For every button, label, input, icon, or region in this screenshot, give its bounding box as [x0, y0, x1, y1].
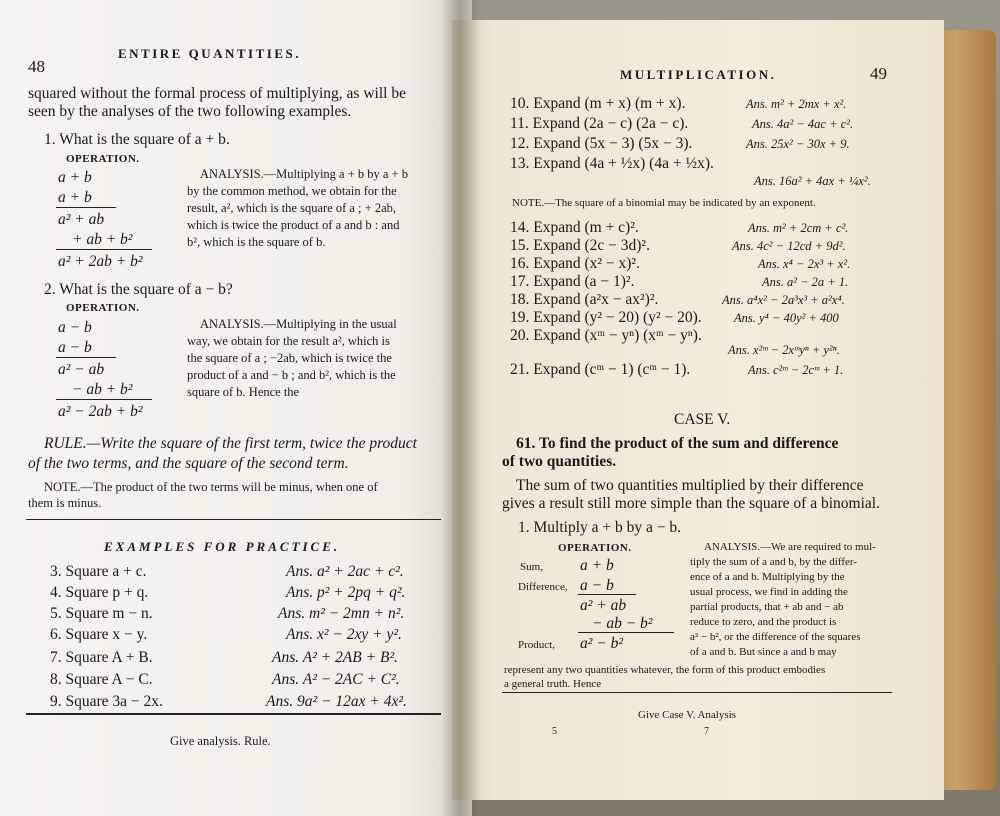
analysis2-line-2: way, we obtain for the result a², which is: [187, 334, 390, 348]
expand-a-21: Ans. c²ᵐ − 2cᵐ + 1.: [748, 363, 844, 377]
analysis2-line-1: ANALYSIS.—Multiplying in the usual: [200, 317, 397, 331]
example-1-question: 1. What is the square of a + b.: [44, 131, 230, 148]
rule-line-2: of the two terms, and the square of the second term.: [28, 455, 349, 472]
intro-right-line-2: gives a result still more simple than the square of a binomial.: [502, 495, 880, 512]
op1-rule-1: [56, 207, 116, 208]
analysis-right-line-5: partial products, that + ab and − ab: [690, 601, 844, 613]
examples-heading: EXAMPLES FOR PRACTICE.: [104, 539, 341, 554]
practice-q-8: 8. Square A − C.: [50, 671, 153, 688]
expand-q-13: 13. Expand (4a + ½x) (4a + ½x).: [510, 155, 714, 172]
running-head-left: ENTIRE QUANTITIES.: [118, 46, 301, 61]
op1-line-4: + ab + b²: [72, 231, 133, 248]
expand-q-12: 12. Expand (5x − 3) (5x − 3).: [510, 135, 693, 152]
op-label-product: Product,: [518, 639, 555, 651]
operation-label-1: OPERATION.: [66, 153, 140, 165]
right-page: [452, 20, 944, 800]
expand-q-16: 16. Expand (x² − x)².: [510, 255, 640, 272]
practice-a-9: Ans. 9a² − 12ax + 4x².: [266, 693, 407, 710]
analysis2-line-5: square of b. Hence the: [187, 385, 300, 399]
practice-q-6: 6. Square x − y.: [50, 626, 148, 643]
closing-line-2: a general truth. Hence: [504, 678, 602, 690]
op-right-line-2: a − b: [580, 577, 614, 594]
practice-a-5: Ans. m² − 2mn + n².: [278, 605, 405, 622]
practice-a-4: Ans. p² + 2pq + q².: [286, 584, 406, 601]
practice-q-9: 9. Square 3a − 2x.: [50, 693, 163, 710]
note-line-2: them is minus.: [28, 496, 102, 510]
practice-a-6: Ans. x² − 2xy + y².: [286, 626, 402, 643]
page-number-right: 49: [870, 64, 887, 83]
analysis1-line-4: which is twice the product of a and b : and: [187, 218, 400, 232]
left-page: [0, 0, 472, 816]
expand-q-14: 14. Expand (m + c)².: [510, 219, 639, 236]
footer-right: Give Case V. Analysis: [638, 709, 736, 721]
expand-a-20: Ans. x²ᵐ − 2xᵐyⁿ + y²ⁿ.: [728, 343, 840, 357]
op2-rule-2: [56, 399, 152, 400]
example-right-question: 1. Multiply a + b by a − b.: [518, 519, 681, 536]
op1-line-3: a² + ab: [58, 211, 105, 228]
intro-right-line-1: The sum of two quantities multiplied by their difference: [516, 477, 864, 494]
op2-line-5: a² − 2ab + b²: [58, 403, 143, 420]
analysis1-line-5: b², which is the square of b.: [187, 235, 326, 249]
expand-a-16: Ans. x⁴ − 2x³ + x².: [758, 257, 851, 271]
op2-line-2: a − b: [58, 339, 92, 356]
op1-rule-2: [56, 249, 152, 250]
op-right-rule-1: [578, 594, 636, 595]
op-label-sum: Sum,: [520, 561, 543, 573]
analysis2-line-4: product of a and − b ; and b², which is the: [187, 368, 396, 382]
analysis-right-line-2: tiply the sum of a and b, by the differ-: [690, 556, 857, 568]
expand-a-17: Ans. a² − 2a + 1.: [762, 275, 849, 289]
expand-a-11: Ans. 4a² − 4ac + c².: [752, 117, 854, 131]
analysis1-line-2: by the common method, we obtain for the: [187, 184, 397, 198]
op2-rule-1: [56, 357, 116, 358]
book-gutter-shadow: [440, 0, 480, 816]
expand-q-19: 19. Expand (y² − 20) (y² − 20).: [510, 309, 702, 326]
op-right-line-5: a² − b²: [580, 635, 624, 652]
expand-q-10: 10. Expand (m + x) (m + x).: [510, 95, 686, 112]
expand-q-17: 17. Expand (a − 1)².: [510, 273, 635, 290]
closing-line-1: represent any two quantities whatever, the form of this product embodies: [504, 664, 826, 676]
analysis-right-line-8: of a and b. But since a and b may: [690, 646, 837, 658]
practice-a-8: Ans. A² − 2AC + C².: [272, 671, 400, 688]
footer-left: Give analysis. Rule.: [170, 734, 271, 748]
practice-q-7: 7. Square A + B.: [50, 649, 153, 666]
practice-q-4: 4. Square p + q.: [50, 584, 149, 601]
op-right-rule-2: [578, 632, 674, 633]
op1-line-5: a² + 2ab + b²: [58, 253, 143, 270]
expand-a-18: Ans. a⁴x² − 2a³x³ + a²x⁴.: [722, 293, 845, 307]
op-label-difference: Difference,: [518, 581, 568, 593]
expand-a-10: Ans. m² + 2mx + x².: [746, 97, 847, 111]
section-title-line-1: 61. To find the product of the sum and difference: [516, 435, 839, 452]
op1-line-2: a + b: [58, 189, 92, 206]
op-right-line-4: − ab − b²: [592, 615, 653, 632]
footer-rule-left: [26, 713, 441, 715]
practice-a-3: Ans. a² + 2ac + c².: [286, 563, 404, 580]
intro-line-1: squared without the formal process of multiplying, as will be: [28, 85, 406, 102]
expand-a-12: Ans. 25x² − 30x + 9.: [746, 137, 850, 151]
expand-q-11: 11. Expand (2a − c) (2a − c).: [510, 115, 689, 132]
analysis-right-line-4: usual process, we find in adding the: [690, 586, 848, 598]
practice-q-3: 3. Square a + c.: [50, 563, 147, 580]
practice-q-5: 5. Square m − n.: [50, 605, 153, 622]
analysis1-line-3: result, a², which is the square of a ; + 2ab,: [187, 201, 397, 215]
expand-a-13: Ans. 16a² + 4ax + ¼x².: [754, 174, 871, 188]
expand-a-15: Ans. 4c² − 12cd + 9d².: [732, 239, 846, 253]
case-heading: CASE V.: [674, 411, 731, 428]
op-right-line-3: a² + ab: [580, 597, 627, 614]
note-line-1: NOTE.—The product of the two terms will be minus, when one of: [44, 480, 378, 494]
analysis-right-line-6: reduce to zero, and the product is: [690, 616, 837, 628]
footer-rule-right: [502, 692, 892, 693]
expand-q-18: 18. Expand (a²x − ax²)².: [510, 291, 659, 308]
rule-line-1: RULE.—Write the square of the first term, twice the product: [44, 435, 417, 452]
expand-a-14: Ans. m² + 2cm + c².: [748, 221, 849, 235]
expand-q-21: 21. Expand (cᵐ − 1) (cᵐ − 1).: [510, 361, 691, 378]
op1-line-1: a + b: [58, 169, 92, 186]
example-2-question: 2. What is the square of a − b?: [44, 281, 233, 298]
analysis-right-line-1: ANALYSIS.—We are required to mul-: [704, 541, 876, 553]
expand-q-15: 15. Expand (2c − 3d)².: [510, 237, 650, 254]
expand-q-20: 20. Expand (xᵐ − yⁿ) (xᵐ − yⁿ).: [510, 327, 702, 344]
analysis2-line-3: the square of a ; −2ab, which is twice the: [187, 351, 392, 365]
page-number-left: 48: [28, 57, 45, 76]
analysis-right-line-3: ence of a and b. Multiplying by the: [690, 571, 845, 583]
signature-mark-2: 7: [704, 726, 709, 737]
op2-line-1: a − b: [58, 319, 92, 336]
section-title-line-2: of two quantities.: [502, 453, 617, 470]
intro-line-2: seen by the analyses of the two following examples.: [28, 103, 352, 120]
signature-mark-1: 5: [552, 726, 557, 737]
running-head-right: MULTIPLICATION.: [620, 67, 777, 82]
practice-a-7: Ans. A² + 2AB + B².: [272, 649, 398, 666]
op2-line-4: − ab + b²: [72, 381, 133, 398]
op2-line-3: a² − ab: [58, 361, 105, 378]
operation-label-right: OPERATION.: [558, 542, 632, 554]
operation-label-2: OPERATION.: [66, 302, 140, 314]
analysis-right-line-7: a² − b², or the difference of the squares: [690, 631, 861, 643]
note-right: NOTE.—The square of a binomial may be indicated by an exponent.: [512, 197, 816, 209]
analysis1-line-1: ANALYSIS.—Multiplying a + b by a + b: [200, 167, 408, 181]
examples-top-rule: [26, 519, 441, 520]
expand-a-19: Ans. y⁴ − 40y² + 400: [734, 311, 839, 325]
op-right-line-1: a + b: [580, 557, 614, 574]
